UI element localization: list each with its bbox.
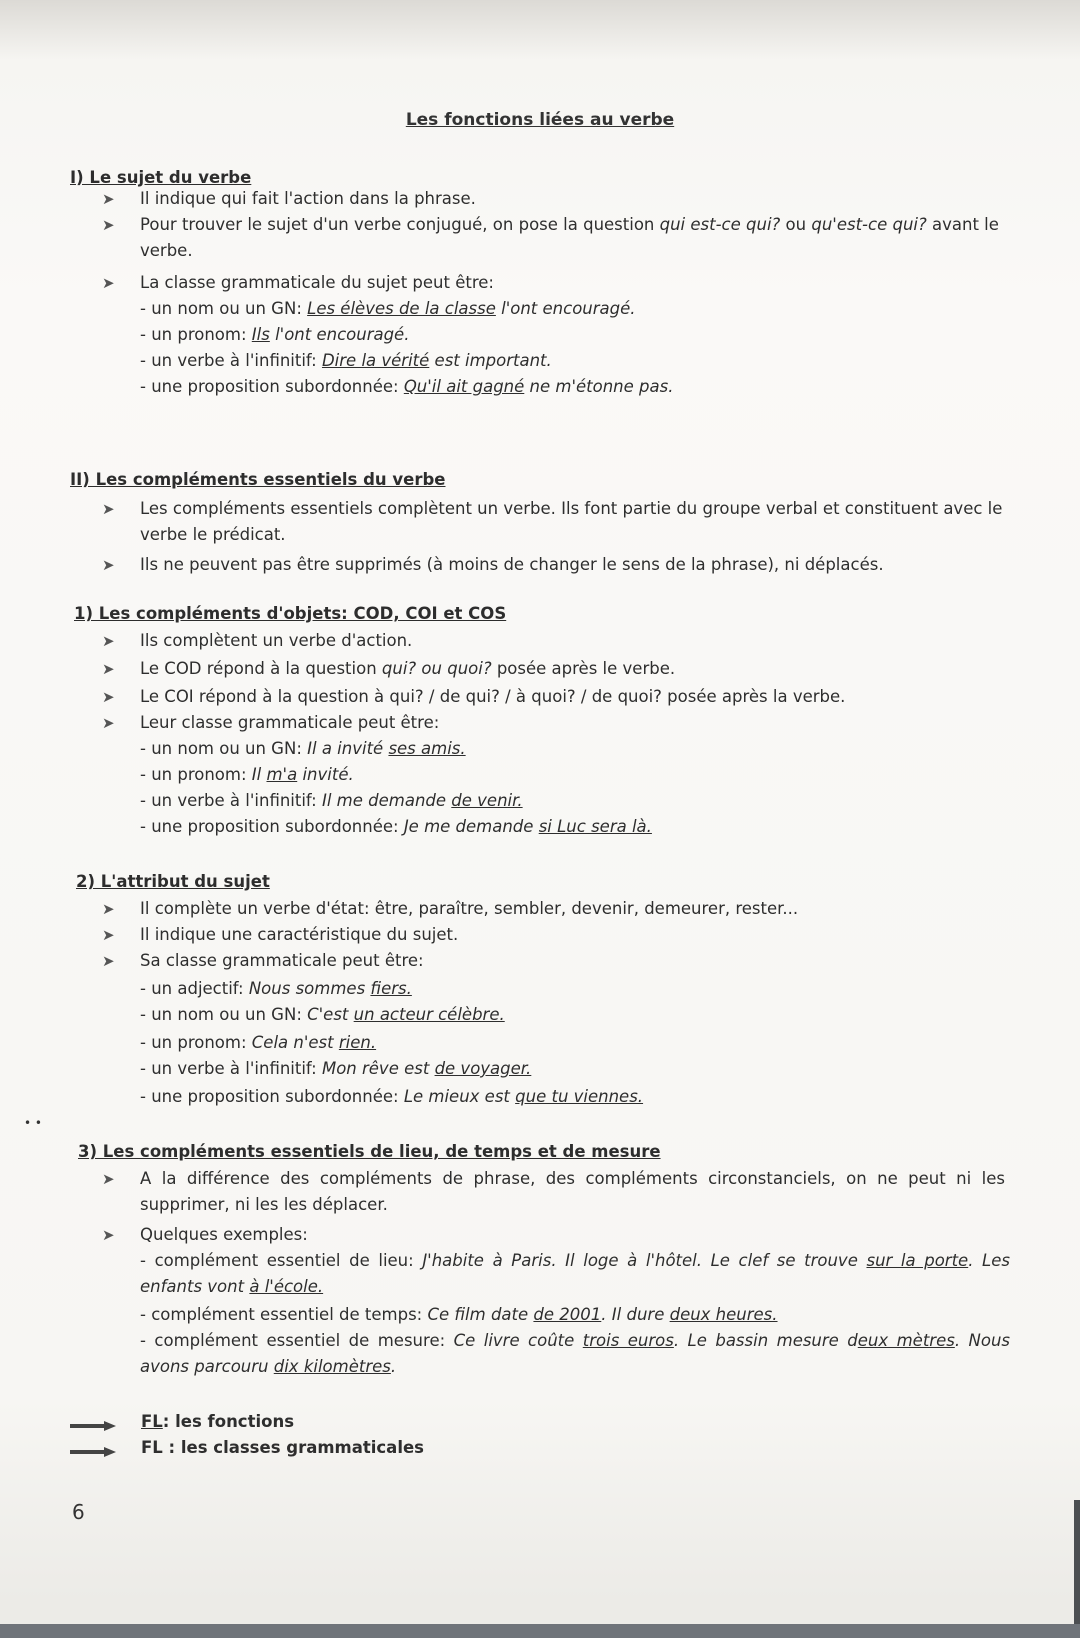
bullet-arrow-icon: ➤ [102, 900, 115, 918]
bullet-item: ➤ La classe grammaticale du sujet peut être: [110, 270, 1005, 296]
section-heading-sujet: I) Le sujet du verbe [70, 168, 252, 187]
bullet-item: ➤ Pour trouver le sujet d'un verbe conjugué, on pose la question qui est-ce qui? ou qu'est-ce qui? avant le verbe. [110, 212, 1005, 264]
footer-note: FL : les classes grammaticales [141, 1438, 424, 1457]
bullet-arrow-icon: ➤ [102, 632, 115, 650]
bullet-arrow-icon: ➤ [102, 1170, 115, 1188]
example-line: - un verbe à l'infinitif: Mon rêve est de voyager. [140, 1059, 532, 1078]
example-line: - un nom ou un GN: Il a invité ses amis. [140, 739, 466, 758]
bullet-item: ➤ Il indique qui fait l'action dans la phrase. [110, 186, 1005, 212]
bullet-item: ➤ Il indique une caractéristique du sujet. [110, 922, 1005, 948]
example-line: - un pronom: Ils l'ont encouragé. [140, 325, 410, 344]
section-heading-objets: 1) Les compléments d'objets: COD, COI et COS [74, 604, 507, 623]
bullet-arrow-icon: ➤ [102, 926, 115, 944]
example-line: - un adjectif: Nous sommes fiers. [140, 979, 412, 998]
bullet-arrow-icon: ➤ [102, 714, 115, 732]
bullet-arrow-icon: ➤ [102, 1226, 115, 1244]
example-line: - un verbe à l'infinitif: Dire la vérité est important. [140, 351, 552, 370]
bullet-arrow-icon: ➤ [102, 688, 115, 706]
bullet-item: ➤ Leur classe grammaticale peut être: [110, 710, 1005, 736]
page-title: Les fonctions liées au verbe [405, 110, 675, 130]
example-line: - un nom ou un GN: C'est un acteur célèbre. [140, 1005, 505, 1024]
example-paragraph: - complément essentiel de lieu: J'habite à Paris. Il loge à l'hôtel. Le clef se trouve sur la porte. Les enfants vont à l'école. [140, 1251, 1010, 1296]
bullet-item: ➤ Il complète un verbe d'état: être, paraître, sembler, devenir, demeurer, rester... [110, 896, 1005, 922]
margin-dots: • • [24, 1116, 42, 1130]
bullet-item: ➤ Les compléments essentiels complètent un verbe. Ils font partie du groupe verbal et constituent avec le verbe le prédicat. [110, 496, 1005, 548]
bullet-arrow-icon: ➤ [102, 556, 115, 574]
bullet-item: ➤ Le COD répond à la question qui? ou quoi? posée après le verbe. [110, 656, 1005, 682]
scan-edge [0, 1624, 1080, 1638]
bullet-item: ➤ A la différence des compléments de phrase, des compléments circonstanciels, on ne peut ni les supprimer, ni les les déplacer. [110, 1166, 1005, 1218]
example-line: - une proposition subordonnée: Le mieux est que tu viennes. [140, 1087, 644, 1106]
example-paragraph: - complément essentiel de mesure: Ce livre coûte trois euros. Le bassin mesure deux mètres. Nous avons parcouru dix kilomètres. [140, 1331, 1011, 1376]
page-number: 6 [72, 1500, 85, 1524]
example-line: - une proposition subordonnée: Je me demande si Luc sera là. [140, 817, 652, 836]
section-heading-attribut: 2) L'attribut du sujet [76, 872, 270, 891]
bullet-arrow-icon: ➤ [102, 660, 115, 678]
footer-note: FL: les fonctions [141, 1412, 295, 1431]
bullet-arrow-icon: ➤ [102, 190, 115, 208]
bullet-arrow-icon: ➤ [102, 952, 115, 970]
example-line: - une proposition subordonnée: Qu'il ait gagné ne m'étonne pas. [140, 377, 674, 396]
bullet-arrow-icon: ➤ [102, 500, 115, 518]
bullet-item: ➤ Sa classe grammaticale peut être: [110, 948, 1005, 974]
example-line: - un pronom: Il m'a invité. [140, 765, 354, 784]
bullet-item: ➤ Le COI répond à la question à qui? / de qui? / à quoi? / de quoi? posée après la verbe. [110, 684, 1005, 710]
bullet-item: ➤ Ils complètent un verbe d'action. [110, 628, 1005, 654]
example-line: - un nom ou un GN: Les élèves de la classe l'ont encouragé. [140, 299, 636, 318]
section-heading-lieu-temps-mesure: 3) Les compléments essentiels de lieu, de temps et de mesure [78, 1142, 661, 1161]
example-paragraph: - complément essentiel de temps: Ce film date de 2001. Il dure deux heures. [140, 1305, 778, 1324]
scan-edge [1074, 1500, 1080, 1624]
example-line: - un verbe à l'infinitif: Il me demande de venir. [140, 791, 523, 810]
bullet-item: ➤ Quelques exemples: [110, 1222, 1005, 1248]
right-arrow-icon [70, 1421, 118, 1431]
bullet-arrow-icon: ➤ [102, 274, 115, 292]
section-heading-complements: II) Les compléments essentiels du verbe [70, 470, 446, 489]
bullet-arrow-icon: ➤ [102, 216, 115, 234]
example-line: - un pronom: Cela n'est rien. [140, 1033, 377, 1052]
bullet-item: ➤ Ils ne peuvent pas être supprimés (à moins de changer le sens de la phrase), ni déplacés. [110, 552, 1005, 578]
right-arrow-icon [70, 1447, 118, 1457]
